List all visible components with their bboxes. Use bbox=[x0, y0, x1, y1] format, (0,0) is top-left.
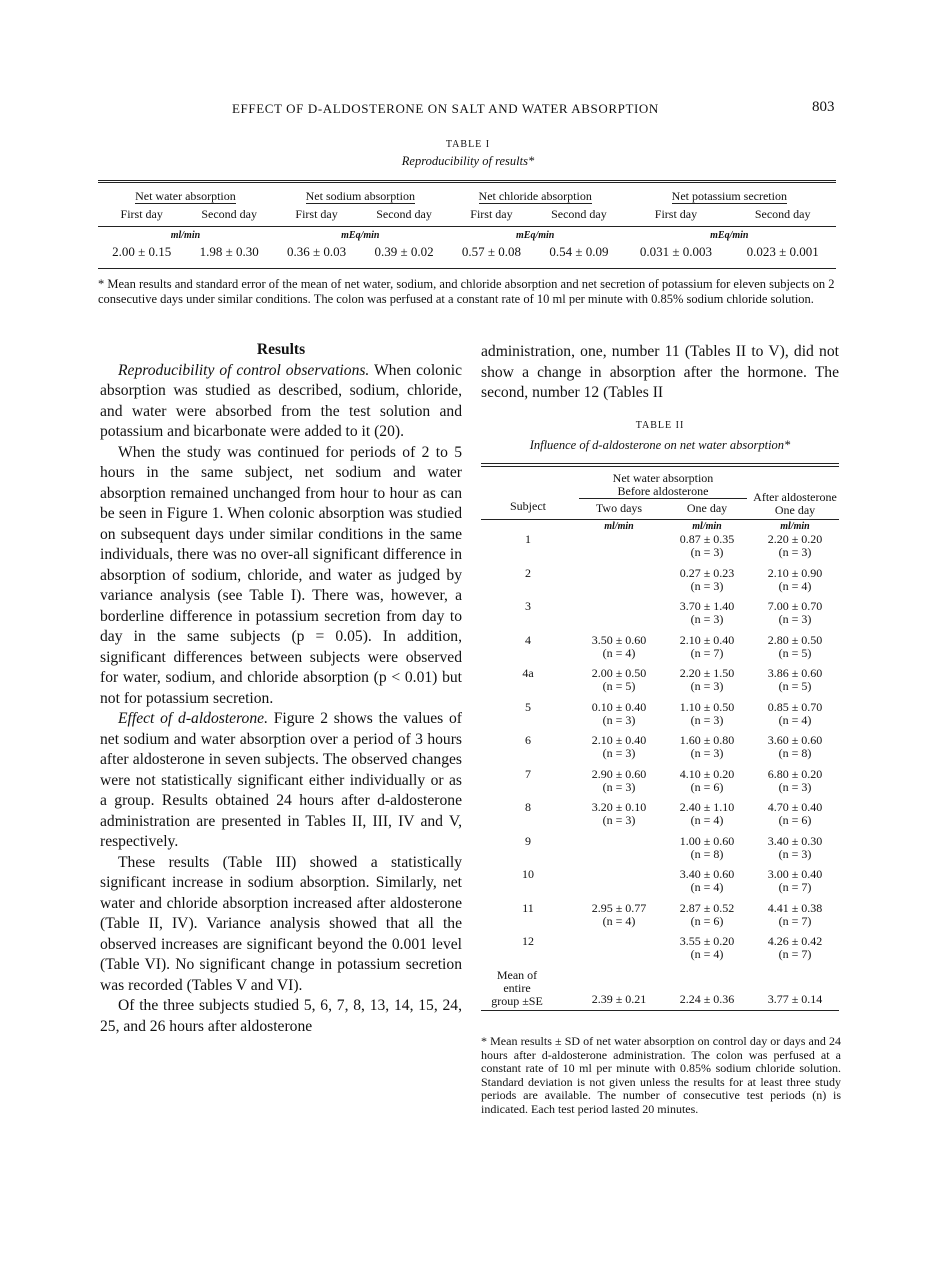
table2-after-cell bbox=[751, 935, 839, 969]
cell-n: (n = 4) bbox=[778, 712, 812, 727]
table2-two-days-cell bbox=[575, 835, 663, 869]
table-row bbox=[481, 701, 839, 735]
cell-n: (n = 6) bbox=[690, 913, 724, 928]
table1-unit: mEq/min bbox=[710, 229, 749, 241]
table2-two-days-cell bbox=[575, 634, 663, 668]
cell-value: 0.27 ± 0.23 bbox=[679, 565, 735, 580]
table2-subject-header: Subject bbox=[510, 498, 546, 513]
cell-n: (n = 8) bbox=[778, 746, 812, 760]
paragraph: Reproducibility of control observations. When colonic absorption was studied as described, sodium, chloride, and water were absorbed from the test solution and potassium and bicarbonate were added to it (20). bbox=[100, 361, 463, 440]
cell-value: 1 bbox=[525, 532, 531, 546]
cell-n: (n = 6) bbox=[778, 813, 812, 827]
table2-subject-cell bbox=[481, 935, 575, 969]
cell-value: 3.20 ± 0.10 bbox=[591, 800, 647, 814]
table2-two-days-cell bbox=[575, 935, 663, 969]
table1-subhead: Second day bbox=[551, 207, 607, 222]
paragraph: Effect of d-aldosterone. Figure 2 shows the values of net sodium and water absorption over a period of 3 hours after aldosterone in seven subjects. The observed changes were not statistically significant either individually or as a group. Results obtained 24 hours after d-aldosterone administration are presented in Tables II, III, IV and V, respectively. bbox=[100, 710, 462, 850]
table1-value: 1.98 ± 0.30 bbox=[199, 244, 259, 259]
cell-value: 2.10 ± 0.90 bbox=[767, 565, 823, 580]
cell-n: (n = 3) bbox=[690, 712, 724, 727]
table2-top-rule bbox=[481, 463, 839, 464]
table1-unit: mEq/min bbox=[516, 229, 555, 241]
cell-n: (n = 7) bbox=[778, 913, 812, 928]
table2-col-one-day: One day bbox=[686, 501, 728, 516]
table-row bbox=[481, 600, 839, 634]
table2-after-cell bbox=[751, 734, 839, 768]
table2-top-rule-2 bbox=[481, 466, 839, 467]
table2-after-header: After aldosterone One day bbox=[753, 489, 837, 517]
table1-label: TABLE I bbox=[445, 139, 491, 150]
table2-one-day-cell bbox=[663, 600, 751, 634]
cell-n: (n = 4) bbox=[602, 645, 636, 660]
running-title: EFFECT OF D-ALDOSTERONE ON SALT AND WATER ABSORPTION bbox=[232, 101, 659, 116]
cell-value: 7 bbox=[525, 766, 531, 781]
table2-one-day-cell bbox=[663, 902, 751, 936]
cell-value: 2.87 ± 0.52 bbox=[679, 900, 735, 915]
cell-value: 2.80 ± 0.50 bbox=[767, 632, 823, 647]
table2-subject-cell bbox=[481, 868, 575, 902]
cell-n: (n = 5) bbox=[778, 679, 812, 693]
cell-value: 3.60 ± 0.60 bbox=[767, 733, 823, 747]
cell-value: 3.70 ± 1.40 bbox=[679, 599, 735, 613]
table-row bbox=[481, 902, 839, 936]
table1-value: 0.031 ± 0.003 bbox=[639, 244, 713, 259]
table2-two-days-cell bbox=[575, 902, 663, 936]
cell-n: (n = 4) bbox=[690, 947, 724, 961]
table2-after-cell bbox=[751, 667, 839, 701]
table2-subject-cell bbox=[481, 734, 575, 768]
table2-two-days-cell bbox=[575, 533, 663, 567]
table2-two-days-cell bbox=[575, 667, 663, 701]
table2-after-cell bbox=[751, 902, 839, 936]
cell-n: (n = 5) bbox=[778, 645, 812, 660]
table2-mean-value: 2.39 ± 0.21 bbox=[591, 991, 647, 1006]
table1-value: 2.00 ± 0.15 bbox=[112, 244, 172, 259]
table-row bbox=[481, 801, 839, 835]
page-number: 803 bbox=[812, 99, 835, 115]
table1-value: 0.57 ± 0.08 bbox=[461, 244, 522, 259]
table2-one-day-cell bbox=[663, 634, 751, 668]
cell-value: 6.80 ± 0.20 bbox=[767, 766, 823, 781]
table2-subject-cell bbox=[481, 533, 575, 567]
cell-value: 1.10 ± 0.50 bbox=[679, 699, 735, 714]
table2-subject-cell bbox=[481, 768, 575, 802]
table2-one-day-cell bbox=[663, 801, 751, 835]
table-row bbox=[481, 567, 839, 601]
cell-value: 3.40 ± 0.60 bbox=[679, 867, 735, 881]
table1-value: 0.023 ± 0.001 bbox=[746, 244, 819, 259]
paragraph-run-in-title: Reproducibility of control observations. bbox=[118, 361, 370, 379]
table2-subject-cell bbox=[481, 902, 575, 936]
cell-n: (n = 3) bbox=[690, 578, 724, 593]
cell-value: 3.00 ± 0.40 bbox=[767, 867, 823, 881]
table2-subject-cell bbox=[481, 634, 575, 668]
table2-one-day-cell bbox=[663, 567, 751, 601]
table2-after-cell bbox=[751, 533, 839, 567]
table2-mean-value: 2.24 ± 0.36 bbox=[679, 991, 735, 1006]
table-row bbox=[481, 533, 839, 567]
right-column bbox=[481, 342, 839, 404]
cell-value: 0.10 ± 0.40 bbox=[591, 699, 647, 714]
table1-footnote: * Mean results and standard error of the mean of net water, sodium, and chloride absorption and net secretion of potassium for eleven subjects on 2 consecutive days under similar conditions. The colon was perfused at a constant rate of 10 ml per minute with 0.85% sodium chloride solution. bbox=[98, 277, 835, 306]
table2-two-days-cell bbox=[575, 868, 663, 902]
paragraph: When the study was continued for periods of 2 to 5 hours in the same subject, net sodium and water absorption remained unchanged from hour to hour as can be seen in Figure 1. When colonic absorption was studied on subsequent days under similar conditions in the same individuals, there was no over-all significant difference in absorption of sodium, chloride, and water as judged by variance analysis (see Table I). There was, however, a borderline difference in potassium secretion from day to day in the same subjects (p = 0.05). In addition, significant differences between subjects were observed for water, sodium, and chloride absorption (p < 0.01) but not for potassium secretion. bbox=[100, 443, 462, 707]
paragraph: These results (Table III) showed a statistically significant increase in sodium absorption. Similarly, net water and chloride absorption increased after aldosterone (Table II, IV). Variance analysis showed that all the observed increases are significant beyond the 0.001 level (Table VI). No significant change in potassium secretion was recorded (Tables V and VI). bbox=[100, 853, 462, 994]
table2-two-days-cell bbox=[575, 600, 663, 634]
table2-one-day-cell bbox=[663, 768, 751, 802]
table2-two-days-cell bbox=[575, 701, 663, 735]
table2-one-day-cell bbox=[663, 734, 751, 768]
table2-two-days-cell bbox=[575, 734, 663, 768]
table2-after-cell bbox=[751, 835, 839, 869]
cell-value: 3.40 ± 0.30 bbox=[767, 833, 823, 848]
cell-value: 0.87 ± 0.35 bbox=[679, 532, 735, 546]
table1-subhead: First day bbox=[470, 207, 513, 222]
cell-n: (n = 7) bbox=[778, 880, 812, 894]
table1-subhead: First day bbox=[654, 207, 698, 222]
table1-value: 0.39 ± 0.02 bbox=[374, 244, 434, 259]
cell-value: 3.50 ± 0.60 bbox=[591, 632, 647, 647]
table2-body bbox=[481, 533, 839, 969]
cell-value: 4.41 ± 0.38 bbox=[767, 900, 823, 915]
table2-one-day-cell bbox=[663, 868, 751, 902]
cell-value: 11 bbox=[522, 900, 534, 915]
cell-n: (n = 3) bbox=[690, 545, 724, 559]
table2-after-cell bbox=[751, 567, 839, 601]
paragraph-run-in-title: Effect of d-aldosterone. bbox=[118, 710, 268, 727]
table2-label: TABLE II bbox=[635, 420, 685, 431]
table2-col-two-days: Two days bbox=[595, 501, 643, 516]
table2-unit: ml/min bbox=[692, 520, 722, 532]
table-row bbox=[481, 768, 839, 802]
cell-value: 4.26 ± 0.42 bbox=[767, 934, 823, 948]
table1-subhead: Second day bbox=[201, 207, 257, 222]
cell-value: 1.00 ± 0.60 bbox=[679, 833, 735, 848]
cell-n: (n = 8) bbox=[690, 846, 724, 861]
table2-after-cell bbox=[751, 801, 839, 835]
cell-n: (n = 4) bbox=[690, 813, 724, 827]
cell-value: 2.10 ± 0.40 bbox=[591, 733, 647, 747]
cell-value: 12 bbox=[522, 934, 534, 948]
table2-subject-cell bbox=[481, 835, 575, 869]
table2-one-day-cell bbox=[663, 835, 751, 869]
table-row bbox=[481, 634, 839, 668]
cell-value: 3 bbox=[525, 599, 531, 613]
table1-value: 0.54 ± 0.09 bbox=[549, 244, 609, 259]
cell-value: 2.40 ± 1.10 bbox=[679, 800, 735, 814]
cell-n: (n = 3) bbox=[778, 612, 812, 626]
cell-value: 2.90 ± 0.60 bbox=[591, 766, 647, 781]
table1-subhead: Second day bbox=[754, 207, 811, 222]
cell-value: 5 bbox=[525, 699, 531, 714]
table2-subject-cell bbox=[481, 567, 575, 601]
table1-subhead: First day bbox=[295, 207, 338, 222]
cell-value: 1.60 ± 0.80 bbox=[679, 733, 735, 747]
cell-n: (n = 7) bbox=[690, 645, 724, 660]
cell-value: 4.10 ± 0.20 bbox=[679, 766, 735, 781]
table-row bbox=[481, 935, 839, 969]
table1-bottom-rule bbox=[98, 268, 836, 269]
cell-n: (n = 3) bbox=[778, 779, 812, 794]
table2-unit: ml/min bbox=[604, 520, 634, 532]
cell-value: 4.70 ± 0.40 bbox=[767, 800, 823, 814]
table2-subject-cell bbox=[481, 600, 575, 634]
cell-n: (n = 3) bbox=[602, 712, 636, 727]
table1 bbox=[98, 178, 836, 260]
table1-unit: mEq/min bbox=[341, 229, 380, 241]
cell-n: (n = 7) bbox=[778, 947, 812, 961]
cell-n: (n = 3) bbox=[690, 612, 724, 626]
left-column bbox=[100, 340, 462, 1037]
table2-after-cell bbox=[751, 768, 839, 802]
table-row bbox=[481, 734, 839, 768]
table2-two-days-cell bbox=[575, 768, 663, 802]
table2-mean-value: 3.77 ± 0.14 bbox=[767, 991, 823, 1006]
table1-unit: ml/min bbox=[170, 229, 201, 241]
cell-value: 2.20 ± 1.50 bbox=[679, 666, 735, 680]
table1-group-header: Net potassium secretion bbox=[671, 188, 787, 203]
table-row bbox=[481, 667, 839, 701]
table2-one-day-cell bbox=[663, 533, 751, 567]
cell-value: 0.85 ± 0.70 bbox=[767, 699, 823, 714]
table1-subhead: First day bbox=[120, 207, 163, 222]
table2-subject-cell bbox=[481, 667, 575, 701]
cell-n: (n = 4) bbox=[690, 880, 724, 894]
cell-value: 9 bbox=[525, 833, 531, 848]
cell-n: (n = 3) bbox=[602, 779, 636, 794]
table1-value: 0.36 ± 0.03 bbox=[287, 244, 347, 259]
cell-value: 3.55 ± 0.20 bbox=[679, 934, 735, 948]
table-row bbox=[481, 835, 839, 869]
cell-value: 2.20 ± 0.20 bbox=[767, 532, 823, 546]
table1-title: Reproducibility of results* bbox=[401, 154, 535, 168]
table1-group-header: Net water absorption bbox=[135, 188, 236, 203]
table2-after-cell bbox=[751, 600, 839, 634]
cell-value: 2.95 ± 0.77 bbox=[591, 900, 647, 915]
cell-n: (n = 3) bbox=[778, 846, 812, 861]
paragraph: administration, one, number 11 (Tables II to V), did not show a change in absorption after the hormone. The second, number 12 (Tables II bbox=[481, 343, 839, 401]
table2-one-day-cell bbox=[663, 701, 751, 735]
table2-group-header: Net water absorption Before aldosterone bbox=[612, 471, 714, 498]
cell-n: (n = 5) bbox=[602, 679, 636, 693]
table2-unit: ml/min bbox=[780, 520, 810, 532]
cell-value: 10 bbox=[522, 867, 534, 881]
cell-n: (n = 3) bbox=[778, 545, 812, 559]
cell-value: 4a bbox=[522, 666, 534, 680]
table2-subject-cell bbox=[481, 801, 575, 835]
cell-n: (n = 3) bbox=[690, 746, 724, 760]
table-row bbox=[481, 868, 839, 902]
cell-value: 3.86 ± 0.60 bbox=[767, 666, 823, 680]
table2-title: Influence of d-aldosterone on net water absorption* bbox=[529, 438, 791, 452]
table2-after-cell bbox=[751, 634, 839, 668]
section-heading: Results bbox=[256, 341, 306, 358]
cell-value: 7.00 ± 0.70 bbox=[767, 599, 823, 613]
table1-subhead: Second day bbox=[376, 207, 432, 222]
cell-n: (n = 6) bbox=[690, 779, 724, 794]
paragraph: Of the three subjects studied 5, 6, 7, 8, 13, 14, 15, 24, 25, and 26 hours after aldosterone bbox=[100, 997, 462, 1035]
cell-n: (n = 3) bbox=[690, 679, 724, 693]
table1-group-header: Net sodium absorption bbox=[305, 188, 415, 203]
cell-value: 8 bbox=[525, 800, 531, 814]
table2-after-cell bbox=[751, 701, 839, 735]
table1-group-header: Net chloride absorption bbox=[478, 188, 592, 203]
table2-subject-cell bbox=[481, 701, 575, 735]
table2 bbox=[481, 470, 839, 1011]
table2-mean-label: Mean of entire group ±SE bbox=[491, 967, 543, 1008]
table2-footnote: * Mean results ± SD of net water absorption on control day or days and 24 hours after d-aldosterone administration. The colon was perfused at a constant rate of 10 ml per minute with 0.85% sodium chloride solution. Standard deviation is not given unless the results for at least three study periods are available. The number of consecutive test periods (n) is indicated. Each test period lasted 20 minutes. bbox=[481, 1034, 841, 1116]
cell-value: 2.10 ± 0.40 bbox=[679, 632, 735, 647]
cell-value: 2 bbox=[525, 565, 531, 580]
cell-value: 4 bbox=[525, 632, 531, 647]
cell-n: (n = 3) bbox=[602, 813, 636, 827]
cell-value: 6 bbox=[525, 733, 531, 747]
cell-n: (n = 4) bbox=[778, 578, 812, 593]
table2-one-day-cell bbox=[663, 935, 751, 969]
table2-one-day-cell bbox=[663, 667, 751, 701]
table2-two-days-cell bbox=[575, 567, 663, 601]
cell-n: (n = 4) bbox=[602, 913, 636, 928]
cell-value: 2.00 ± 0.50 bbox=[591, 666, 647, 680]
table2-two-days-cell bbox=[575, 801, 663, 835]
cell-n: (n = 3) bbox=[602, 746, 636, 760]
table2-after-cell bbox=[751, 868, 839, 902]
